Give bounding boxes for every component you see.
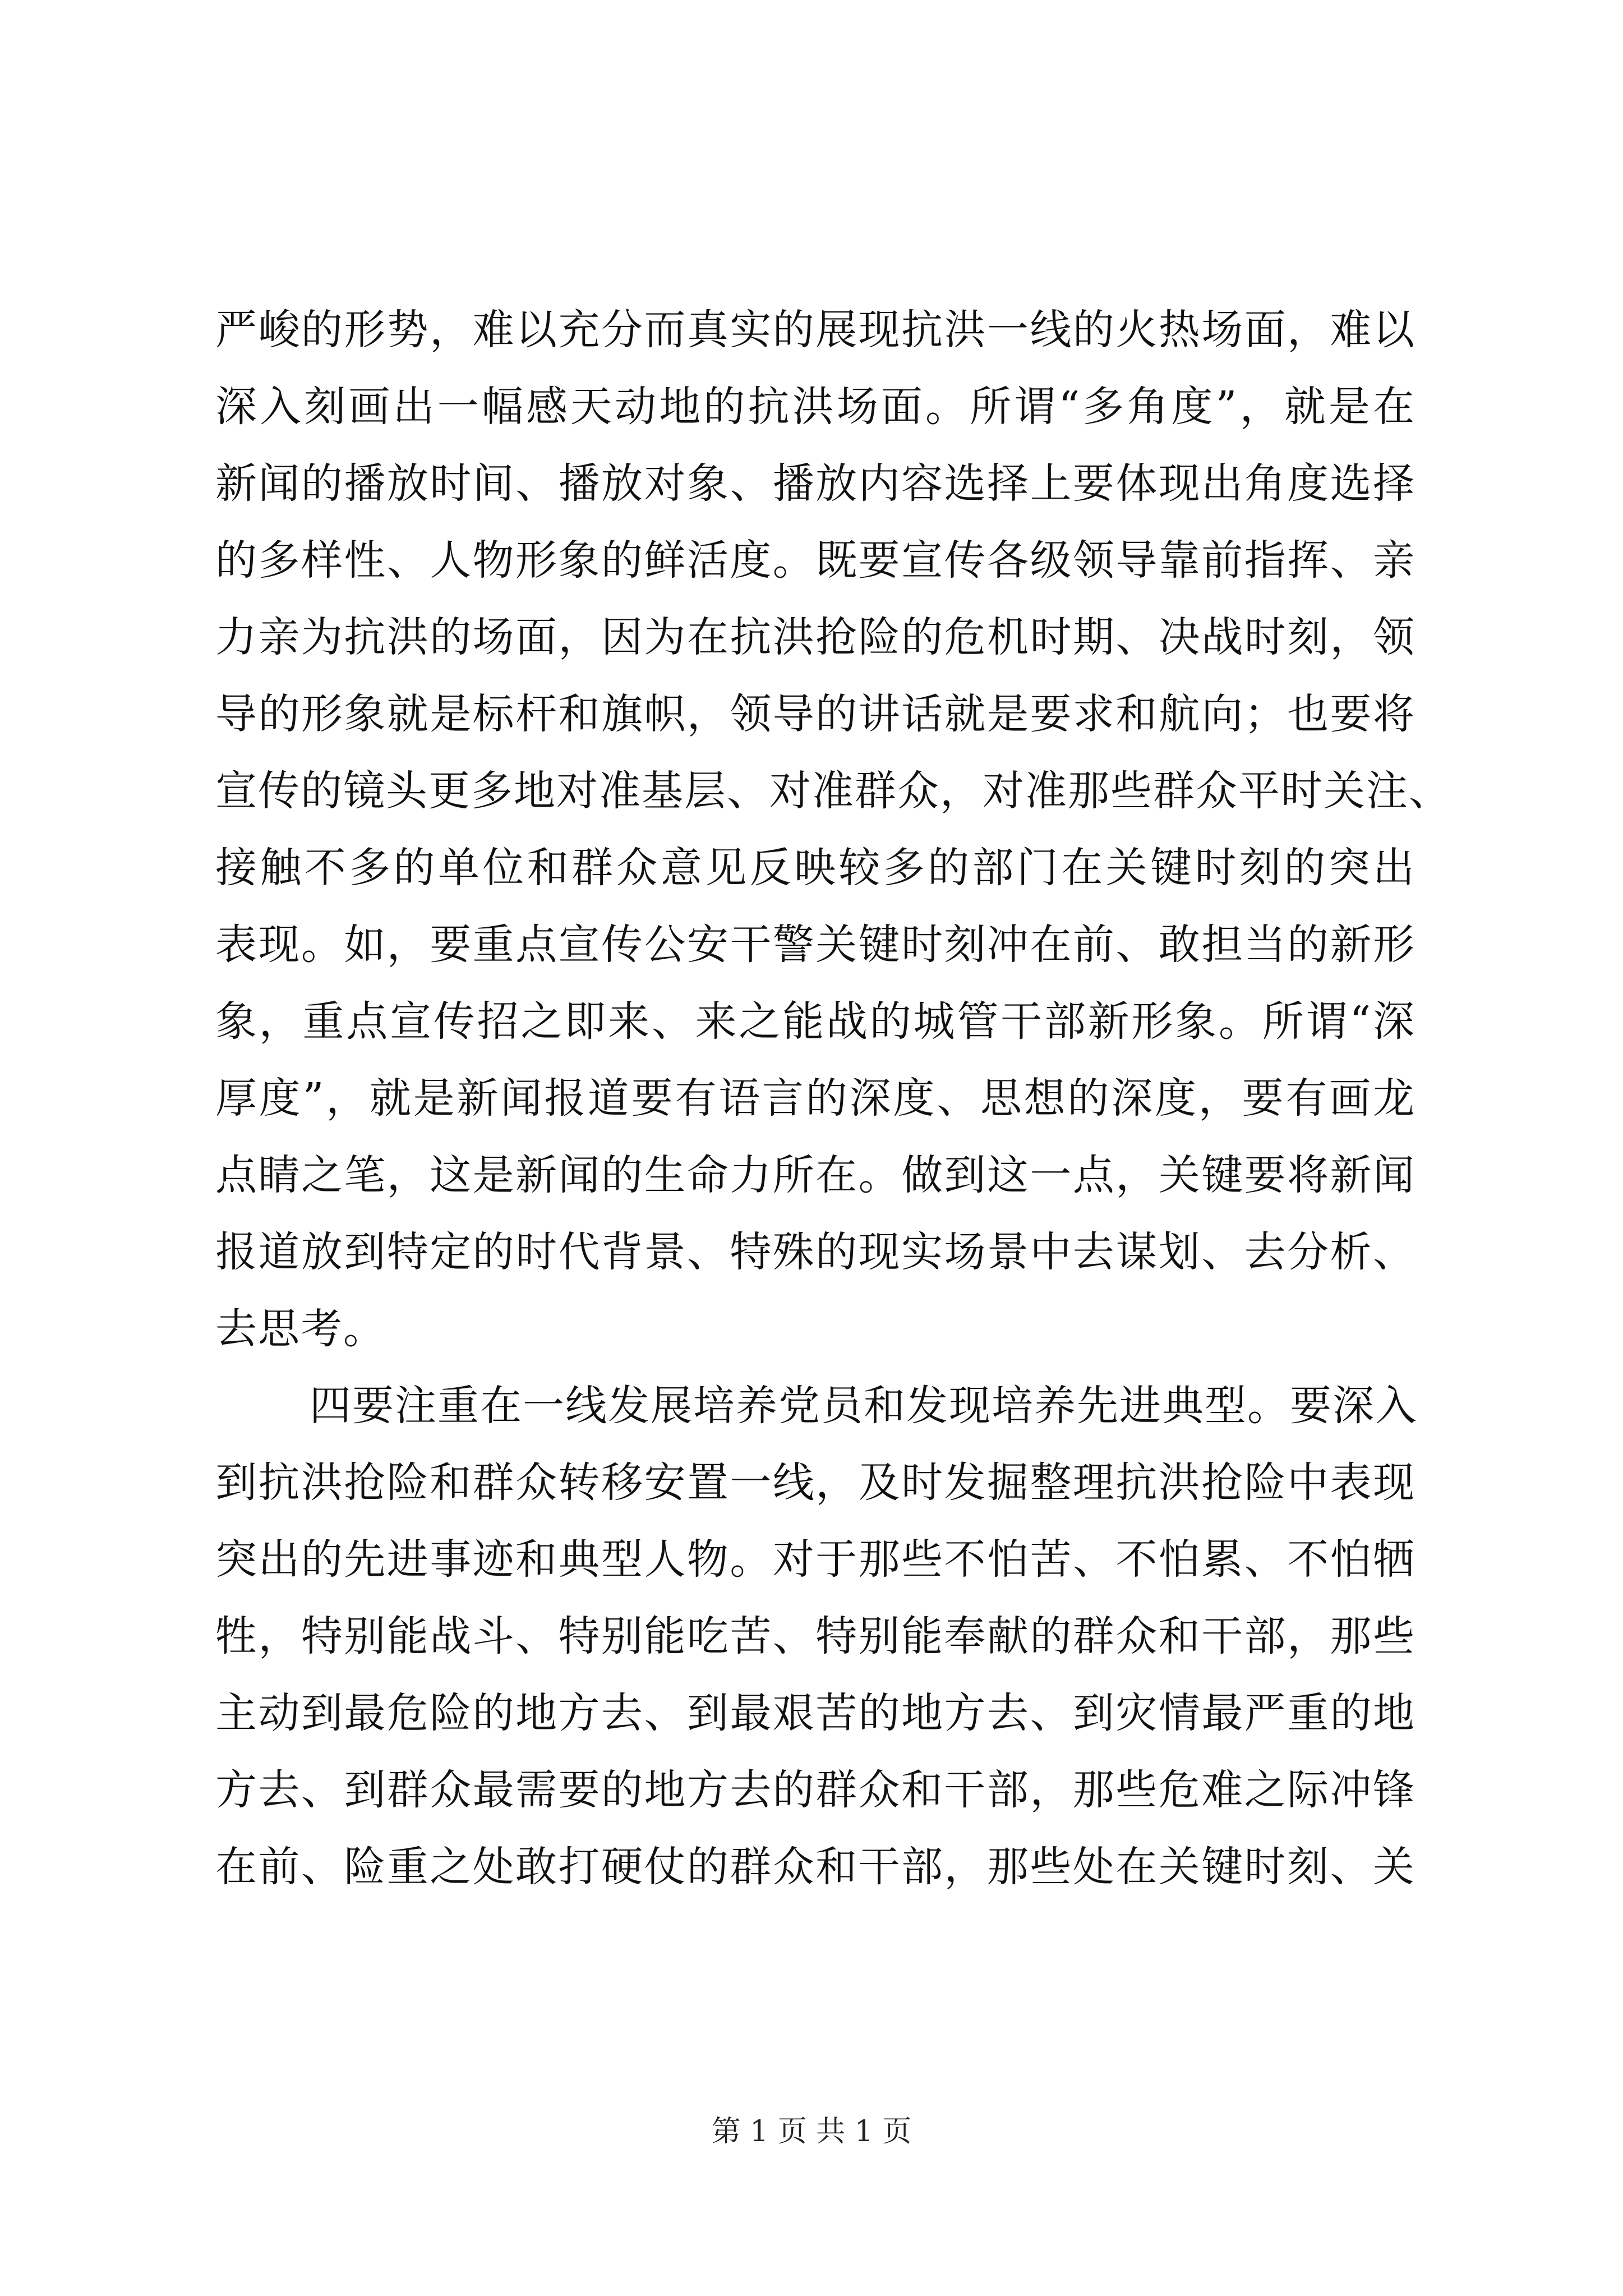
- text-line: 力亲为抗洪的场面，因为在抗洪抢险的危机时期、决战时刻，领: [215, 613, 1415, 661]
- body-text: [215, 292, 1451, 1906]
- text-line: 接触不多的单位和群众意见反映较多的部门在关键时刻的突出: [215, 844, 1415, 892]
- text-line: 新闻的播放时间、播放对象、播放内容选择上要体现出角度选择: [215, 459, 1415, 508]
- text-line: 方去、到群众最需要的地方去的群众和干部，那些危难之际冲锋: [215, 1766, 1415, 1814]
- text-line: 报道放到特定的时代背景、特殊的现实场景中去谋划、去分析、: [215, 1228, 1415, 1276]
- text-line: 主动到最危险的地方去、到最艰苦的地方去、到灾情最严重的地: [215, 1689, 1415, 1737]
- text-line: 宣传的镜头更多地对准基层、对准群众，对准那些群众平时关注、: [215, 767, 1451, 815]
- text-line: 突出的先进事迹和典型人物。对于那些不怕苦、不怕累、不怕牺: [215, 1535, 1415, 1584]
- text-line: 厚度”，就是新闻报道要有语言的深度、思想的深度，要有画龙: [215, 1074, 1415, 1122]
- text-line: 深入刻画出一幅感天动地的抗洪场面。所谓“多角度”，就是在: [215, 383, 1415, 431]
- page-footer: 第 1 页 共 1 页: [711, 2115, 912, 2148]
- text-line: 象，重点宣传招之即来、来之能战的城管干部新形象。所谓“深: [215, 997, 1415, 1046]
- text-line: 四要注重在一线发展培养党员和发现培养先进典型。要深入: [310, 1382, 1418, 1430]
- text-line: 严峻的形势，难以充分而真实的展现抗洪一线的火热场面，难以: [215, 306, 1415, 354]
- text-line: 到抗洪抢险和群众转移安置一线，及时发掘整理抗洪抢险中表现: [215, 1458, 1415, 1507]
- text-line: 牲，特别能战斗、特别能吃苦、特别能奉献的群众和干部，那些: [215, 1612, 1415, 1660]
- text-line: 导的形象就是标杆和旗帜，领导的讲话就是要求和航向；也要将: [215, 690, 1415, 738]
- text-line: 在前、险重之处敢打硬仗的群众和干部，那些处在关键时刻、关: [215, 1843, 1415, 1891]
- text-line: 点睛之笔，这是新闻的生命力所在。做到这一点，关键要将新闻: [215, 1151, 1415, 1199]
- text-line: 去思考。: [215, 1305, 386, 1353]
- text-line: 的多样性、人物形象的鲜活度。既要宣传各级领导靠前指挥、亲: [215, 536, 1415, 585]
- text-line: 表现。如，要重点宣传公安干警关键时刻冲在前、敢担当的新形: [215, 921, 1415, 969]
